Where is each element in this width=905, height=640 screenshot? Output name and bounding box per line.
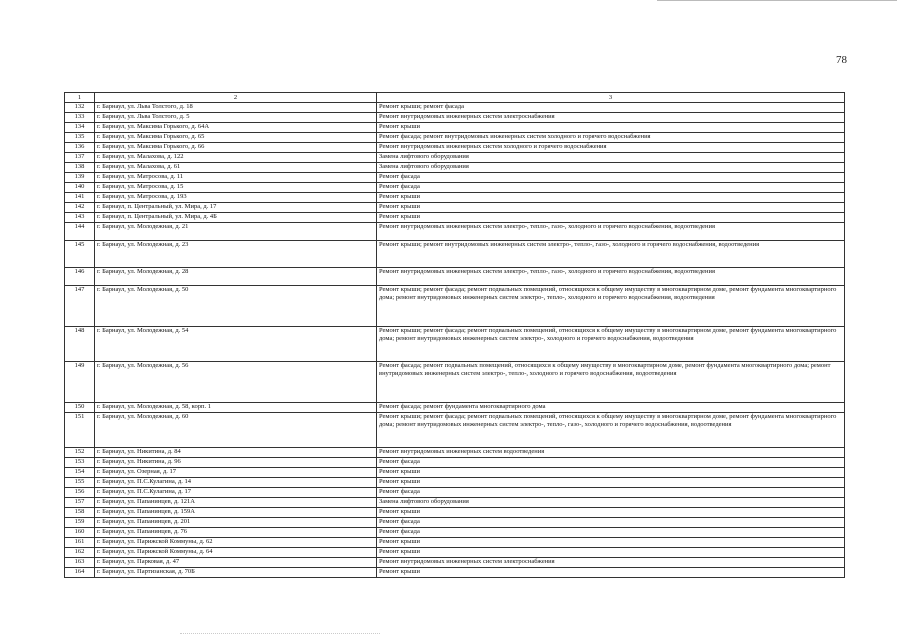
row-number: 152 — [65, 448, 95, 458]
row-work-description: Ремонт фасада; ремонт подвальных помещений, относящихся к общему имуществу в многоквартирном доме, ремонт фундамента многоквартирного дома; ремонт внутридомовых инженерных систем электро-, тепло-, холодного и горячего водоснабжения, водоотведения — [377, 362, 845, 403]
row-address: г. Барнаул, ул. Матросова, д. 193 — [95, 193, 377, 203]
row-work-description: Ремонт крыши; ремонт фасада; ремонт подвальных помещений, относящихся к общему имуществу в многоквартирном доме, ремонт фундамента многоквартирного дома; ремонт внутридомовых инженерных систем электро-, тепло-, газо-, холодного и горячего водоснабжения, водоотведения — [377, 413, 845, 448]
row-number: 160 — [65, 528, 95, 538]
row-work-description: Ремонт фасада — [377, 528, 845, 538]
row-address: г. Барнаул, ул. П.С.Кулагина, д. 14 — [95, 478, 377, 488]
row-number: 151 — [65, 413, 95, 448]
header-col-work: 3 — [377, 93, 845, 103]
row-work-description: Ремонт крыши — [377, 548, 845, 558]
row-work-description: Ремонт крыши — [377, 123, 845, 133]
row-work-description: Ремонт внутридомовых инженерных систем электро-, тепло-, газо-, холодного и горячего водоснабжения, водоотведения — [377, 268, 845, 286]
row-work-description: Ремонт крыши; ремонт внутридомовых инженерных систем электро-, тепло-, газо-, холодного и горячего водоснабжения, водоотведения — [377, 241, 845, 268]
row-address: г. Барнаул, ул. Матросова, д. 11 — [95, 173, 377, 183]
table-row — [65, 468, 845, 478]
works-table — [64, 92, 845, 578]
row-number: 147 — [65, 286, 95, 327]
row-number: 161 — [65, 538, 95, 548]
table-row — [65, 548, 845, 558]
row-number: 136 — [65, 143, 95, 153]
row-address: г. Барнаул, ул. Максима Горького, д. 66 — [95, 143, 377, 153]
row-address: г. Барнаул, ул. Льва Толстого, д. 5 — [95, 113, 377, 123]
row-address: г. Барнаул, ул. Матросова, д. 15 — [95, 183, 377, 193]
row-address: г. Барнаул, ул. Озерная, д. 17 — [95, 468, 377, 478]
table-row — [65, 103, 845, 113]
row-number: 138 — [65, 163, 95, 173]
row-number: 156 — [65, 488, 95, 498]
table-row — [65, 193, 845, 203]
row-address: г. Барнаул, ул. Молодежная, д. 28 — [95, 268, 377, 286]
table-row — [65, 203, 845, 213]
row-work-description: Ремонт крыши — [377, 468, 845, 478]
row-work-description: Ремонт фасада — [377, 173, 845, 183]
row-number: 140 — [65, 183, 95, 193]
table-row — [65, 362, 845, 403]
row-work-description: Ремонт фасада — [377, 518, 845, 528]
row-work-description: Ремонт внутридомовых инженерных систем электро-, тепло-, газо-, холодного и горячего водоснабжения, водоотведения — [377, 223, 845, 241]
page-top-rule — [657, 0, 897, 1]
row-address: г. Барнаул, ул. Молодежная, д. 56 — [95, 362, 377, 403]
row-address: г. Барнаул, п. Центральный, ул. Мира, д. 4Б — [95, 213, 377, 223]
row-work-description: Ремонт внутридомовых инженерных систем электроснабжения — [377, 558, 845, 568]
row-work-description: Замена лифтового оборудования — [377, 498, 845, 508]
row-address: г. Барнаул, ул. Папанинцев, д. 76 — [95, 528, 377, 538]
table-row — [65, 488, 845, 498]
row-work-description: Ремонт внутридомовых инженерных систем электроснабжения — [377, 113, 845, 123]
row-number: 132 — [65, 103, 95, 113]
table-row — [65, 133, 845, 143]
row-address: г. Барнаул, ул. Папанинцев, д. 201 — [95, 518, 377, 528]
table-row — [65, 478, 845, 488]
table-row — [65, 413, 845, 448]
table-header-row — [65, 93, 845, 103]
row-address: г. Барнаул, ул. Молодежная, д. 21 — [95, 223, 377, 241]
row-number: 133 — [65, 113, 95, 123]
row-number: 159 — [65, 518, 95, 528]
row-address: г. Барнаул, ул. Молодежная, д. 23 — [95, 241, 377, 268]
bottom-scan-artifact — [180, 633, 380, 638]
row-work-description: Ремонт крыши — [377, 213, 845, 223]
row-address: г. Барнаул, ул. Максима Горького, д. 65 — [95, 133, 377, 143]
row-work-description: Ремонт крыши; ремонт фасада — [377, 103, 845, 113]
row-number: 137 — [65, 153, 95, 163]
row-number: 149 — [65, 362, 95, 403]
row-number: 157 — [65, 498, 95, 508]
row-number: 146 — [65, 268, 95, 286]
row-number: 145 — [65, 241, 95, 268]
row-work-description: Ремонт фасада; ремонт фундамента многоквартирного дома — [377, 403, 845, 413]
row-address: г. Барнаул, ул. Молодежная, д. 50 — [95, 286, 377, 327]
table-row — [65, 508, 845, 518]
table-row — [65, 528, 845, 538]
table-row — [65, 113, 845, 123]
row-number: 158 — [65, 508, 95, 518]
table-row — [65, 286, 845, 327]
row-address: г. Барнаул, ул. Молодежная, д. 54 — [95, 327, 377, 362]
row-number: 163 — [65, 558, 95, 568]
table-row — [65, 123, 845, 133]
table-row — [65, 143, 845, 153]
row-work-description: Ремонт крыши — [377, 568, 845, 578]
table-row — [65, 183, 845, 193]
row-address: г. Барнаул, ул. Максима Горького, д. 64А — [95, 123, 377, 133]
row-work-description: Ремонт фасада — [377, 488, 845, 498]
row-number: 155 — [65, 478, 95, 488]
row-address: г. Барнаул, п. Центральный, ул. Мира, д. 17 — [95, 203, 377, 213]
page-number: 78 — [836, 54, 847, 66]
row-address: г. Барнаул, ул. Папанинцев, д. 159А — [95, 508, 377, 518]
table-row — [65, 327, 845, 362]
row-work-description: Ремонт фасада — [377, 183, 845, 193]
row-number: 139 — [65, 173, 95, 183]
table-row — [65, 518, 845, 528]
table-row — [65, 458, 845, 468]
row-address: г. Барнаул, ул. Папанинцев, д. 121А — [95, 498, 377, 508]
row-work-description: Ремонт фасада — [377, 458, 845, 468]
table-row — [65, 163, 845, 173]
row-address: г. Барнаул, ул. Льва Толстого, д. 18 — [95, 103, 377, 113]
row-work-description: Ремонт крыши — [377, 538, 845, 548]
row-work-description: Ремонт крыши — [377, 508, 845, 518]
table-row — [65, 268, 845, 286]
table-row — [65, 153, 845, 163]
table-row — [65, 173, 845, 183]
row-address: г. Барнаул, ул. Парижской Коммуны, д. 64 — [95, 548, 377, 558]
row-work-description: Замена лифтового оборудования — [377, 153, 845, 163]
row-number: 148 — [65, 327, 95, 362]
row-address: г. Барнаул, ул. Парижской Коммуны, д. 62 — [95, 538, 377, 548]
table-row — [65, 568, 845, 578]
row-address: г. Барнаул, ул. Никитина, д. 96 — [95, 458, 377, 468]
row-number: 153 — [65, 458, 95, 468]
row-work-description: Ремонт крыши — [377, 203, 845, 213]
row-number: 135 — [65, 133, 95, 143]
table-row — [65, 403, 845, 413]
row-work-description: Замена лифтового оборудования — [377, 163, 845, 173]
row-number: 134 — [65, 123, 95, 133]
header-col-number: 1 — [65, 93, 95, 103]
row-number: 141 — [65, 193, 95, 203]
row-address: г. Барнаул, ул. Партизанская, д. 70Б — [95, 568, 377, 578]
row-number: 142 — [65, 203, 95, 213]
table-row — [65, 538, 845, 548]
row-work-description: Ремонт внутридомовых инженерных систем водоотведения — [377, 448, 845, 458]
row-work-description: Ремонт крыши; ремонт фасада; ремонт подвальных помещений, относящихся к общему имуществу в многоквартирном доме, ремонт фундамента многоквартирного дома; ремонт внутридомовых инженерных систем электро-, холодного и горячего водоснабжения, водоотведения — [377, 327, 845, 362]
row-number: 143 — [65, 213, 95, 223]
table-row — [65, 558, 845, 568]
row-work-description: Ремонт крыши — [377, 478, 845, 488]
row-number: 154 — [65, 468, 95, 478]
row-work-description: Ремонт фасада; ремонт внутридомовых инженерных систем холодного и горячего водоснабжения — [377, 133, 845, 143]
row-address: г. Барнаул, ул. Малахова, д. 61 — [95, 163, 377, 173]
table-row — [65, 448, 845, 458]
row-number: 164 — [65, 568, 95, 578]
table-row — [65, 498, 845, 508]
row-work-description: Ремонт крыши — [377, 193, 845, 203]
row-address: г. Барнаул, ул. Молодежная, д. 60 — [95, 413, 377, 448]
table-row — [65, 241, 845, 268]
table-row — [65, 223, 845, 241]
row-number: 150 — [65, 403, 95, 413]
row-work-description: Ремонт внутридомовых инженерных систем холодного и горячего водоснабжения — [377, 143, 845, 153]
row-work-description: Ремонт крыши; ремонт фасада; ремонт подвальных помещений, относящихся к общему имуществу в многоквартирном доме, ремонт фундамента многоквартирного дома; ремонт внутридомовых инженерных систем электро-, тепло-, холодного и горячего водоснабжения, водоотведения — [377, 286, 845, 327]
row-address: г. Барнаул, ул. Парковая, д. 47 — [95, 558, 377, 568]
row-number: 144 — [65, 223, 95, 241]
row-address: г. Барнаул, ул. Молодежная, д. 58, корп. 1 — [95, 403, 377, 413]
row-number: 162 — [65, 548, 95, 558]
row-address: г. Барнаул, ул. П.С.Кулагина, д. 17 — [95, 488, 377, 498]
table-row — [65, 213, 845, 223]
row-address: г. Барнаул, ул. Никитина, д. 84 — [95, 448, 377, 458]
row-address: г. Барнаул, ул. Малахова, д. 122 — [95, 153, 377, 163]
header-col-address: 2 — [95, 93, 377, 103]
